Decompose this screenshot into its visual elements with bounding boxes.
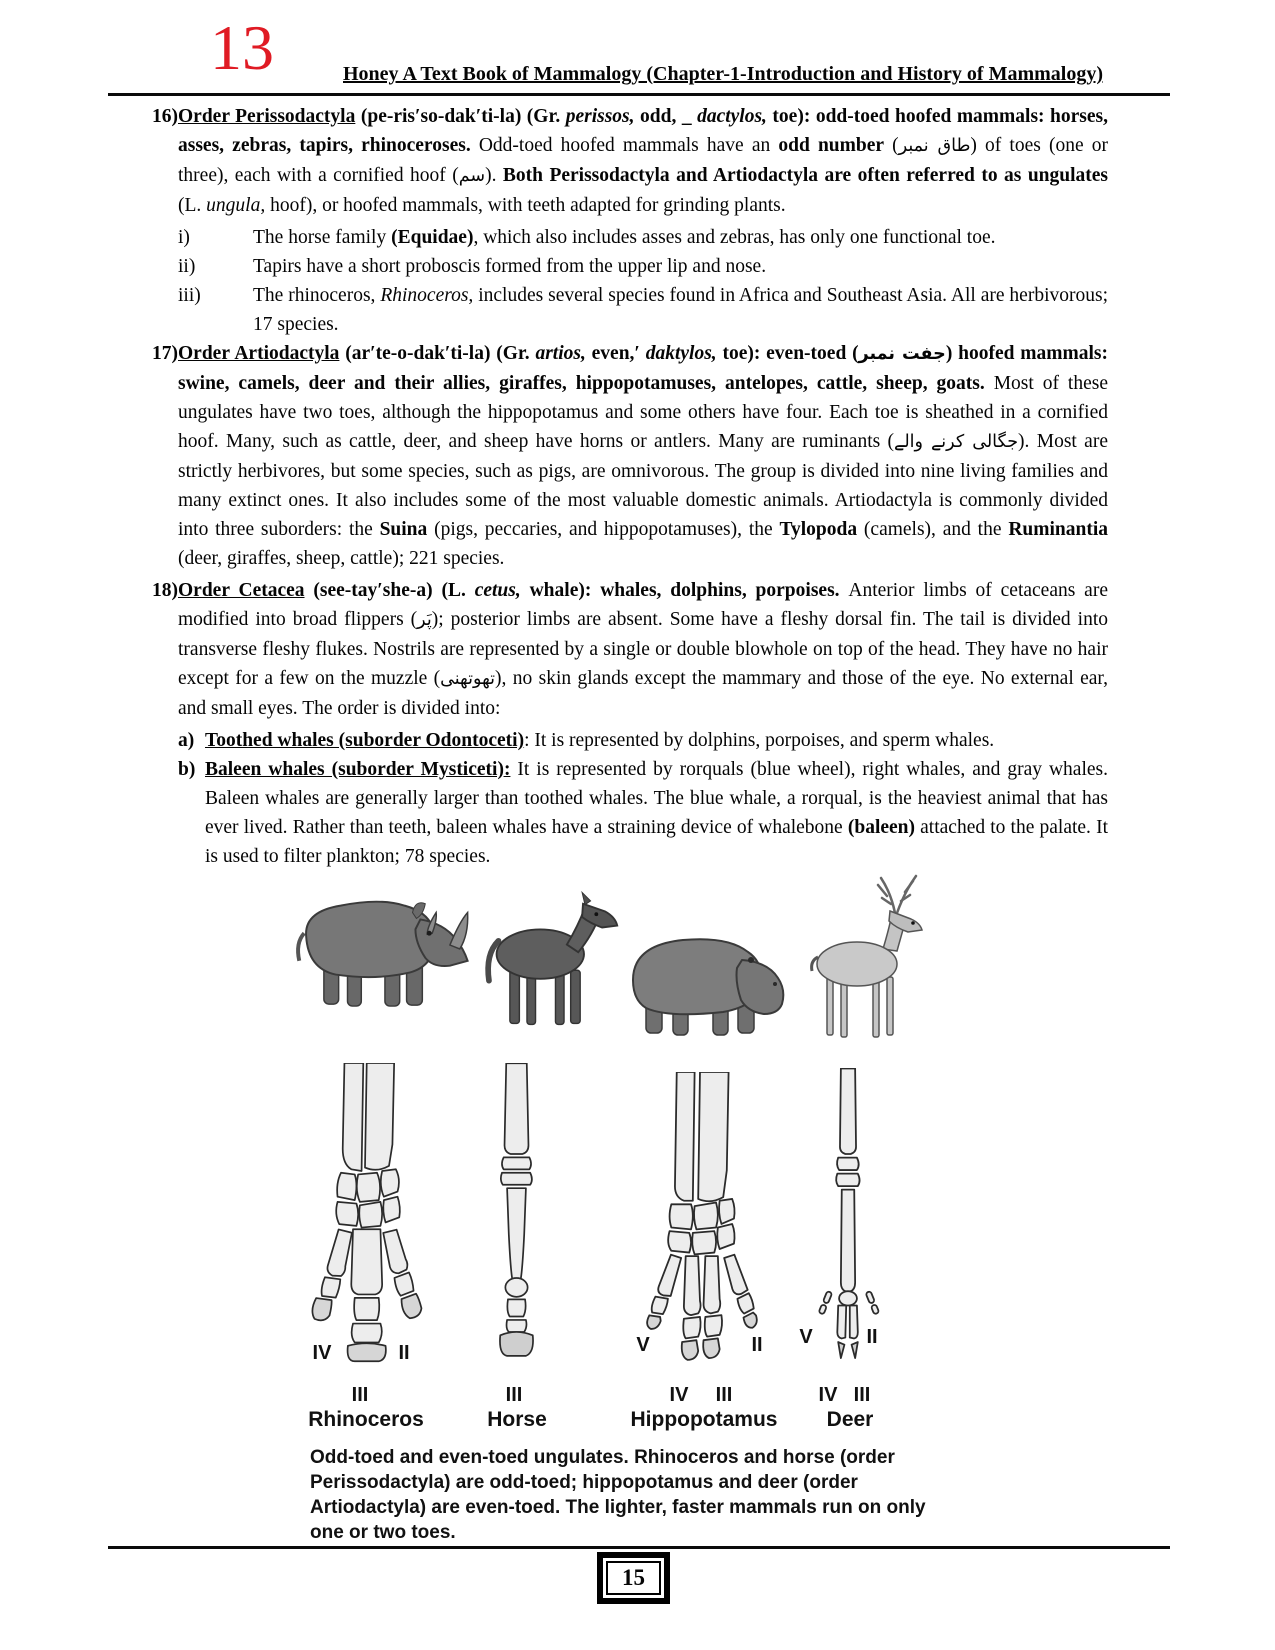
text-segment: سم: [458, 166, 486, 186]
subitem-a: [178, 726, 1108, 755]
text-segment: جگالی کرنے والے: [894, 432, 1019, 452]
text-segment: Tylopoda: [779, 519, 858, 540]
section-17-text: [178, 343, 1108, 569]
list-item-ii-marker: ii): [178, 256, 196, 277]
text-segment: Order Cetacea: [178, 580, 305, 601]
list-item-ii-text: [253, 252, 1108, 281]
text-segment: Ruminantia: [1008, 519, 1109, 540]
list-item-i: [178, 223, 1108, 252]
text-segment: Anterior limbs of cetaceans are modified into broad flippers (: [178, 580, 1108, 630]
rhinoceros-illustration: [285, 882, 475, 1010]
section-16-text: [178, 106, 1108, 216]
corner-page-number: 13: [210, 12, 274, 83]
text-segment: (deer, giraffes, sheep, cattle); 221 species.: [178, 548, 505, 569]
text-segment: (Equidae): [391, 227, 474, 248]
text-segment: attached to the palate. It is used to filter plankton; 78 species.: [205, 817, 1108, 867]
footer-page-number-box: [597, 1552, 670, 1604]
text-segment: Baleen whales (suborder Mysticeti):: [205, 759, 511, 780]
text-segment: پَر: [417, 610, 432, 630]
toe-label: III: [351, 1384, 369, 1406]
text-segment: whale): whales, dolphins, porpoises.: [520, 580, 849, 601]
text-segment: Toothed whales (suborder Odontoceti): [205, 730, 525, 751]
section-17-paragraph: [152, 339, 1108, 573]
text-segment: Both Perissodactyla and Artiodactyla are often referred to as ungulates: [502, 165, 1109, 186]
text-segment: (see-tay′she-a) (L.: [304, 580, 475, 601]
section-16-number: 16): [152, 106, 178, 127]
text-segment: ), no skin glands except the mammary and those of the eye. No external ear, and small eyes. The order is divided into:: [178, 668, 1108, 719]
subitem-b-marker: b): [178, 759, 196, 780]
page-title: Honey A Text Book of Mammalogy (Chapter-1-Introduction and History of Mammalogy): [343, 63, 1103, 85]
text-segment: It is represented by rorquals (blue wheel), right whales, and gray whales. Baleen whales are generally larger than toothed whales. The blue whale, a rorqual, is the heaviest animal that has ever lived. Rather than teeth, baleen whales have a straining device of whalebone: [205, 759, 1108, 838]
animal-name-deer: Deer: [826, 1408, 874, 1431]
text-segment: ); posterior limbs are absent. Some have a fleshy dorsal fin. The tail is divided into transverse fleshy flukes. Nostrils are represented by a single or double blowhole on top of the head. They have no hair except for a few on the muzzle (: [178, 609, 1108, 689]
subitem-b-text: [205, 755, 1108, 871]
text-segment: (ar′te-o-dak′ti-la) (Gr.: [339, 343, 536, 364]
text-segment: The rhinoceros,: [253, 285, 381, 306]
text-segment: artios,: [535, 343, 586, 364]
text-segment: The horse family: [253, 227, 392, 248]
deer-foot-bones: [799, 1068, 897, 1363]
footer-page-number: 15: [606, 1561, 661, 1595]
text-segment: odd, _: [634, 106, 698, 127]
text-segment: ) of toes (one or three), each with a cornified hoof (: [178, 135, 1109, 186]
text-segment: : It is represented by dolphins, porpoises, and sperm whales.: [524, 730, 995, 751]
toe-label: IV: [669, 1384, 689, 1406]
text-segment: Odd-toed hoofed mammals have an: [478, 135, 779, 156]
toe-label: III: [853, 1384, 871, 1406]
list-item-i-marker: i): [178, 227, 190, 248]
toe-label: III: [715, 1384, 733, 1406]
section-16-paragraph: [152, 102, 1108, 220]
text-segment: Suina: [379, 519, 428, 540]
header-rule: [108, 93, 1170, 96]
text-segment: (camels), and the: [857, 519, 1009, 540]
list-item-ii: [178, 252, 1108, 281]
text-segment: toe): even-toed (: [716, 343, 859, 364]
text-segment: Most of these ungulates have two toes, although the hippopotamus and some others have four. Each toe is sheathed in a cornified hoof. Many, such as cattle, deer, and sheep have horns or antlers. Many are ruminants (: [178, 373, 1108, 452]
toe-label: V: [799, 1326, 813, 1348]
text-segment: Tapirs have a short proboscis formed from the upper lip and nose.: [253, 256, 767, 277]
toe-label: II: [866, 1326, 878, 1348]
animal-name-hippopotamus: Hippopotamus: [630, 1408, 778, 1431]
toe-label: V: [636, 1334, 650, 1356]
text-segment: , which also includes asses and zebras, has only one functional toe.: [473, 227, 996, 248]
toe-label: IV: [818, 1384, 838, 1406]
text-segment: Rhinoceros,: [380, 285, 474, 306]
figure-caption: Odd-toed and even-toed ungulates. Rhinoceros and horse (order Perissodactyla) are odd-toed; hippopotamus and deer (order Artiodactyla) are even-toed. The lighter, faster mammals run on only one or two toes.: [310, 1447, 926, 1543]
text-segment: Order Artiodactyla: [178, 343, 340, 364]
text-segment: (L.: [178, 195, 207, 216]
text-segment: (pigs, peccaries, and hippopotamuses), the: [427, 519, 780, 540]
section-18-paragraph: [152, 576, 1108, 723]
text-segment: (: [884, 135, 899, 156]
toe-label: II: [751, 1334, 763, 1356]
text-segment: Order Perissodactyla: [178, 106, 356, 127]
text-segment: hoof), or hoofed mammals, with teeth adapted for grinding plants.: [265, 195, 786, 216]
text-segment: perissos,: [565, 106, 635, 127]
text-segment: daktylos,: [645, 343, 717, 364]
toe-label: IV: [312, 1342, 332, 1364]
subitem-b: [178, 755, 1108, 871]
list-item-iii-marker: iii): [178, 285, 201, 306]
deer-illustration: [795, 868, 935, 1045]
list-item-i-text: [253, 223, 1108, 252]
body-text: [152, 102, 1108, 871]
footer-rule: [108, 1546, 1170, 1549]
text-segment: includes several species found in Africa and Southeast Asia. All are herbivorous; 17 species.: [253, 285, 1108, 335]
text-segment: (pe-ris′so-dak′ti-la) (Gr.: [355, 106, 566, 127]
text-segment: طاق نمبر: [898, 136, 971, 156]
text-segment: جفت نمبر: [858, 344, 946, 364]
animal-name-horse: Horse: [487, 1408, 547, 1431]
text-segment: ). Most are strictly herbivores, but some species, such as pigs, are omnivorous. The group is divided into nine living families and many extinct ones. It also includes some of the most valuable domestic animals. Artiodactyla is commonly divided into three suborders: the: [178, 431, 1108, 540]
toe-label: III: [505, 1384, 523, 1406]
rhinoceros-foot-bones: [310, 1063, 426, 1363]
subitem-a-text: [205, 726, 1108, 755]
horse-foot-bones: [478, 1063, 555, 1363]
text-segment: odd number: [778, 135, 885, 156]
text-segment: even,′: [585, 343, 646, 364]
text-segment: ungula,: [206, 195, 266, 216]
hippopotamus-foot-bones: [639, 1072, 769, 1367]
list-item-iii: [178, 281, 1108, 339]
section-17-number: 17): [152, 343, 178, 364]
text-segment: dactylos,: [697, 106, 767, 127]
text-segment: cetus,: [474, 580, 521, 601]
animal-name-rhinoceros: Rhinoceros: [308, 1408, 424, 1431]
text-segment: toe): odd-toed hoofed mammals: horses, asses, zebras, tapirs, rhinoceroses.: [178, 106, 1109, 156]
toe-label: II: [398, 1342, 410, 1364]
text-segment: ).: [485, 165, 503, 186]
hippopotamus-illustration: [618, 920, 788, 1040]
horse-illustration: [468, 880, 623, 1032]
text-segment: تھوتھنی: [440, 669, 496, 689]
subitem-a-marker: a): [178, 730, 195, 751]
section-18-text: [178, 580, 1108, 719]
list-item-iii-text: [253, 281, 1108, 339]
text-segment: ) hoofed mammals: swine, camels, deer and their allies, giraffes, hippopotamuses, antelopes, cattle, sheep, goats.: [178, 343, 1108, 394]
section-18-number: 18): [152, 580, 178, 601]
text-segment: (baleen): [847, 817, 916, 838]
